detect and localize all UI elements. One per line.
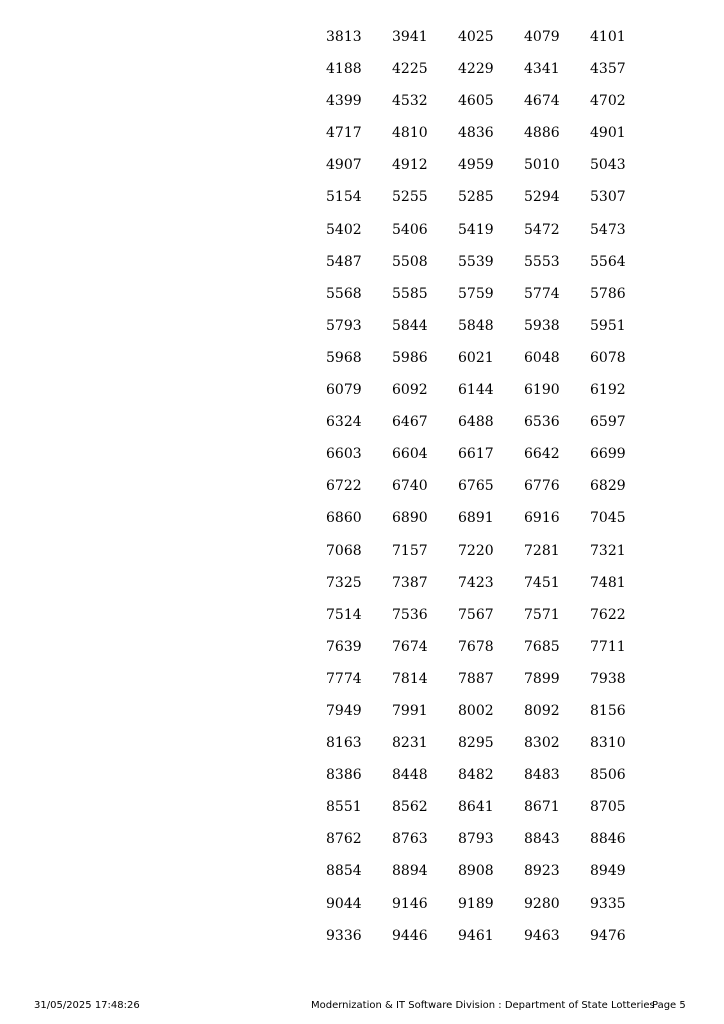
number-cell: 5294 — [524, 189, 560, 206]
number-cell: 5255 — [392, 189, 428, 206]
number-cell: 8641 — [458, 799, 494, 816]
number-row — [326, 541, 656, 573]
number-cell: 6891 — [458, 510, 494, 527]
number-row — [326, 476, 656, 508]
number-row — [326, 155, 656, 187]
number-row — [326, 605, 656, 637]
number-cell: 8506 — [590, 767, 626, 784]
number-cell: 7321 — [590, 542, 626, 559]
number-cell: 7571 — [524, 606, 560, 623]
number-row — [326, 733, 656, 765]
number-cell: 4079 — [524, 29, 560, 45]
number-cell: 7991 — [392, 702, 428, 719]
number-cell: 5473 — [590, 221, 626, 238]
number-cell: 9146 — [392, 895, 428, 912]
number-cell: 5043 — [590, 157, 626, 174]
number-cell: 5406 — [392, 221, 428, 238]
number-cell: 4717 — [326, 125, 362, 142]
number-cell: 7774 — [326, 670, 362, 687]
number-row — [326, 380, 656, 412]
number-cell: 9044 — [326, 895, 362, 912]
number-cell: 8846 — [590, 831, 626, 848]
footer-page-number: Page 5 — [652, 1000, 686, 1011]
number-row — [326, 220, 656, 252]
number-row — [326, 187, 656, 219]
number-cell: 8894 — [392, 863, 428, 880]
number-cell: 5844 — [392, 317, 428, 334]
number-cell: 9461 — [458, 927, 494, 944]
number-row — [326, 797, 656, 829]
number-row — [326, 123, 656, 155]
number-cell: 9476 — [590, 927, 626, 944]
number-row — [326, 252, 656, 284]
number-cell: 6079 — [326, 382, 362, 399]
number-cell: 5986 — [392, 349, 428, 366]
number-cell: 6722 — [326, 478, 362, 495]
number-cell: 5848 — [458, 317, 494, 334]
number-cell: 6617 — [458, 446, 494, 463]
number-row — [326, 444, 656, 476]
number-cell: 7567 — [458, 606, 494, 623]
number-cell: 4025 — [458, 29, 494, 45]
number-cell: 7622 — [590, 606, 626, 623]
number-cell: 4886 — [524, 125, 560, 142]
number-row — [326, 701, 656, 733]
number-cell: 6324 — [326, 414, 362, 431]
number-cell: 5154 — [326, 189, 362, 206]
number-cell: 7685 — [524, 638, 560, 655]
number-cell: 6190 — [524, 382, 560, 399]
number-cell: 7514 — [326, 606, 362, 623]
number-cell: 7281 — [524, 542, 560, 559]
number-cell: 8949 — [590, 863, 626, 880]
number-row — [326, 829, 656, 861]
number-cell: 4357 — [590, 61, 626, 78]
number-cell: 4836 — [458, 125, 494, 142]
number-cell: 7220 — [458, 542, 494, 559]
number-cell: 8483 — [524, 767, 560, 784]
number-cell: 5010 — [524, 157, 560, 174]
number-cell: 6829 — [590, 478, 626, 495]
number-cell: 8551 — [326, 799, 362, 816]
number-cell: 9446 — [392, 927, 428, 944]
number-row — [326, 59, 656, 91]
number-cell: 4810 — [392, 125, 428, 142]
number-cell: 5585 — [392, 285, 428, 302]
number-cell: 4341 — [524, 61, 560, 78]
number-cell: 5419 — [458, 221, 494, 238]
number-cell: 7949 — [326, 702, 362, 719]
number-row — [326, 861, 656, 893]
number-cell: 3813 — [326, 29, 362, 45]
number-row — [326, 27, 656, 59]
number-cell: 8302 — [524, 735, 560, 752]
number-cell: 9280 — [524, 895, 560, 912]
number-cell: 4229 — [458, 61, 494, 78]
number-cell: 4674 — [524, 93, 560, 110]
number-cell: 4901 — [590, 125, 626, 142]
number-cell: 4399 — [326, 93, 362, 110]
number-cell: 7674 — [392, 638, 428, 655]
number-cell: 7451 — [524, 574, 560, 591]
number-cell: 3941 — [392, 29, 428, 45]
number-cell: 7068 — [326, 542, 362, 559]
number-cell: 5786 — [590, 285, 626, 302]
number-cell: 7899 — [524, 670, 560, 687]
number-cell: 6740 — [392, 478, 428, 495]
number-cell: 4101 — [590, 29, 626, 45]
number-row — [326, 316, 656, 348]
number-cell: 7639 — [326, 638, 362, 655]
number-cell: 7481 — [590, 574, 626, 591]
number-cell: 5968 — [326, 349, 362, 366]
number-cell: 8448 — [392, 767, 428, 784]
number-row — [326, 91, 656, 123]
number-cell: 5793 — [326, 317, 362, 334]
number-cell: 5564 — [590, 253, 626, 270]
number-cell: 4702 — [590, 93, 626, 110]
number-cell: 5951 — [590, 317, 626, 334]
number-cell: 4605 — [458, 93, 494, 110]
number-cell: 6144 — [458, 382, 494, 399]
winning-numbers-grid — [326, 27, 656, 958]
number-cell: 6467 — [392, 414, 428, 431]
number-cell: 5568 — [326, 285, 362, 302]
number-cell: 4225 — [392, 61, 428, 78]
number-cell: 6597 — [590, 414, 626, 431]
number-cell: 8156 — [590, 702, 626, 719]
number-cell: 4532 — [392, 93, 428, 110]
number-cell: 4907 — [326, 157, 362, 174]
number-cell: 7387 — [392, 574, 428, 591]
number-row — [326, 926, 656, 958]
number-row — [326, 894, 656, 926]
number-cell: 5402 — [326, 221, 362, 238]
number-cell: 8793 — [458, 831, 494, 848]
number-cell: 6765 — [458, 478, 494, 495]
number-row — [326, 765, 656, 797]
number-cell: 6776 — [524, 478, 560, 495]
number-cell: 5553 — [524, 253, 560, 270]
number-row — [326, 412, 656, 444]
number-cell: 8762 — [326, 831, 362, 848]
number-cell: 7423 — [458, 574, 494, 591]
number-cell: 6048 — [524, 349, 560, 366]
number-cell: 5759 — [458, 285, 494, 302]
number-cell: 8310 — [590, 735, 626, 752]
number-row — [326, 348, 656, 380]
number-cell: 5539 — [458, 253, 494, 270]
number-cell: 5938 — [524, 317, 560, 334]
number-cell: 7711 — [590, 638, 626, 655]
number-cell: 9189 — [458, 895, 494, 912]
number-cell: 8705 — [590, 799, 626, 816]
number-cell: 5472 — [524, 221, 560, 238]
number-cell: 6642 — [524, 446, 560, 463]
number-cell: 8562 — [392, 799, 428, 816]
number-cell: 9335 — [590, 895, 626, 912]
number-cell: 8482 — [458, 767, 494, 784]
number-cell: 8843 — [524, 831, 560, 848]
number-cell: 8763 — [392, 831, 428, 848]
number-cell: 8386 — [326, 767, 362, 784]
number-cell: 7536 — [392, 606, 428, 623]
number-cell: 8923 — [524, 863, 560, 880]
number-cell: 8908 — [458, 863, 494, 880]
number-cell: 8231 — [392, 735, 428, 752]
number-cell: 8092 — [524, 702, 560, 719]
number-cell: 5307 — [590, 189, 626, 206]
number-cell: 7678 — [458, 638, 494, 655]
number-row — [326, 573, 656, 605]
number-cell: 6078 — [590, 349, 626, 366]
number-cell: 8671 — [524, 799, 560, 816]
number-cell: 7938 — [590, 670, 626, 687]
number-cell: 8002 — [458, 702, 494, 719]
number-cell: 6603 — [326, 446, 362, 463]
number-cell: 4959 — [458, 157, 494, 174]
number-cell: 6092 — [392, 382, 428, 399]
number-row — [326, 508, 656, 540]
number-cell: 6488 — [458, 414, 494, 431]
number-cell: 6021 — [458, 349, 494, 366]
number-row — [326, 284, 656, 316]
number-cell: 7157 — [392, 542, 428, 559]
number-cell: 6536 — [524, 414, 560, 431]
number-cell: 5487 — [326, 253, 362, 270]
number-cell: 5285 — [458, 189, 494, 206]
number-cell: 7814 — [392, 670, 428, 687]
page-footer — [0, 999, 724, 1015]
number-row — [326, 637, 656, 669]
number-cell: 5508 — [392, 253, 428, 270]
number-cell: 4188 — [326, 61, 362, 78]
footer-division: Modernization & IT Software Division : Department of State Lotteries — [311, 1000, 655, 1011]
number-cell: 6860 — [326, 510, 362, 527]
number-cell: 8163 — [326, 735, 362, 752]
number-cell: 8295 — [458, 735, 494, 752]
number-cell: 6890 — [392, 510, 428, 527]
number-row — [326, 669, 656, 701]
number-cell: 9463 — [524, 927, 560, 944]
number-cell: 5774 — [524, 285, 560, 302]
number-cell: 9336 — [326, 927, 362, 944]
number-cell: 7887 — [458, 670, 494, 687]
number-cell: 6699 — [590, 446, 626, 463]
number-cell: 7325 — [326, 574, 362, 591]
number-cell: 6916 — [524, 510, 560, 527]
number-cell: 6604 — [392, 446, 428, 463]
footer-timestamp: 31/05/2025 17:48:26 — [34, 1000, 140, 1011]
number-cell: 8854 — [326, 863, 362, 880]
number-cell: 6192 — [590, 382, 626, 399]
number-cell: 4912 — [392, 157, 428, 174]
number-cell: 7045 — [590, 510, 626, 527]
